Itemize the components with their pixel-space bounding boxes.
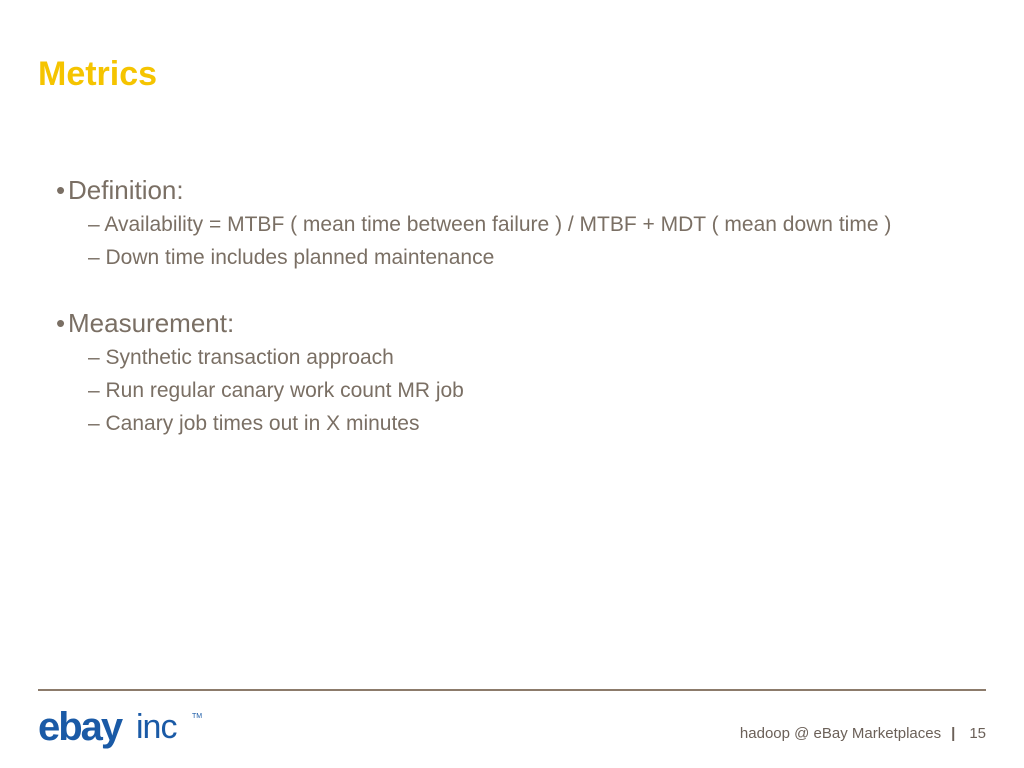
sub-bullet-item: – Synthetic transaction approach <box>88 346 394 369</box>
svg-text:TM: TM <box>192 713 203 720</box>
sub-bullet-item: – Run regular canary work count MR job <box>88 379 464 402</box>
ebay-inc-logo <box>38 704 206 752</box>
svg-text:inc: inc <box>136 708 177 746</box>
sub-bullet-item: – Down time includes planned maintenance <box>88 246 495 269</box>
footer-tagline: hadoop @ eBay Marketplaces <box>739 725 942 742</box>
slide-body <box>56 172 996 440</box>
footer-divider <box>38 689 986 691</box>
svg-text:ebay: ebay <box>38 705 122 749</box>
bullet-heading-label: Definition: <box>68 175 184 205</box>
page-number: 15 <box>969 725 986 742</box>
bullet-dot-icon: • <box>56 175 66 205</box>
sub-bullet-list <box>56 341 996 440</box>
sub-bullet-item: – Availability = MTBF ( mean time between failure ) / MTBF + MDT ( mean down time ) <box>88 213 892 236</box>
footer-info <box>740 724 986 744</box>
section-definition <box>56 172 996 274</box>
sub-bullet-list <box>56 208 996 274</box>
slide-title: Metrics <box>38 55 158 93</box>
bullet-heading-label: Measurement: <box>68 308 235 338</box>
sub-bullet-item: – Canary job times out in X minutes <box>88 412 420 435</box>
footer-separator: | <box>951 725 956 742</box>
section-measurement <box>56 305 996 440</box>
bullet-heading <box>56 305 996 341</box>
bullet-dot-icon: • <box>56 308 66 338</box>
bullet-heading <box>56 172 996 208</box>
